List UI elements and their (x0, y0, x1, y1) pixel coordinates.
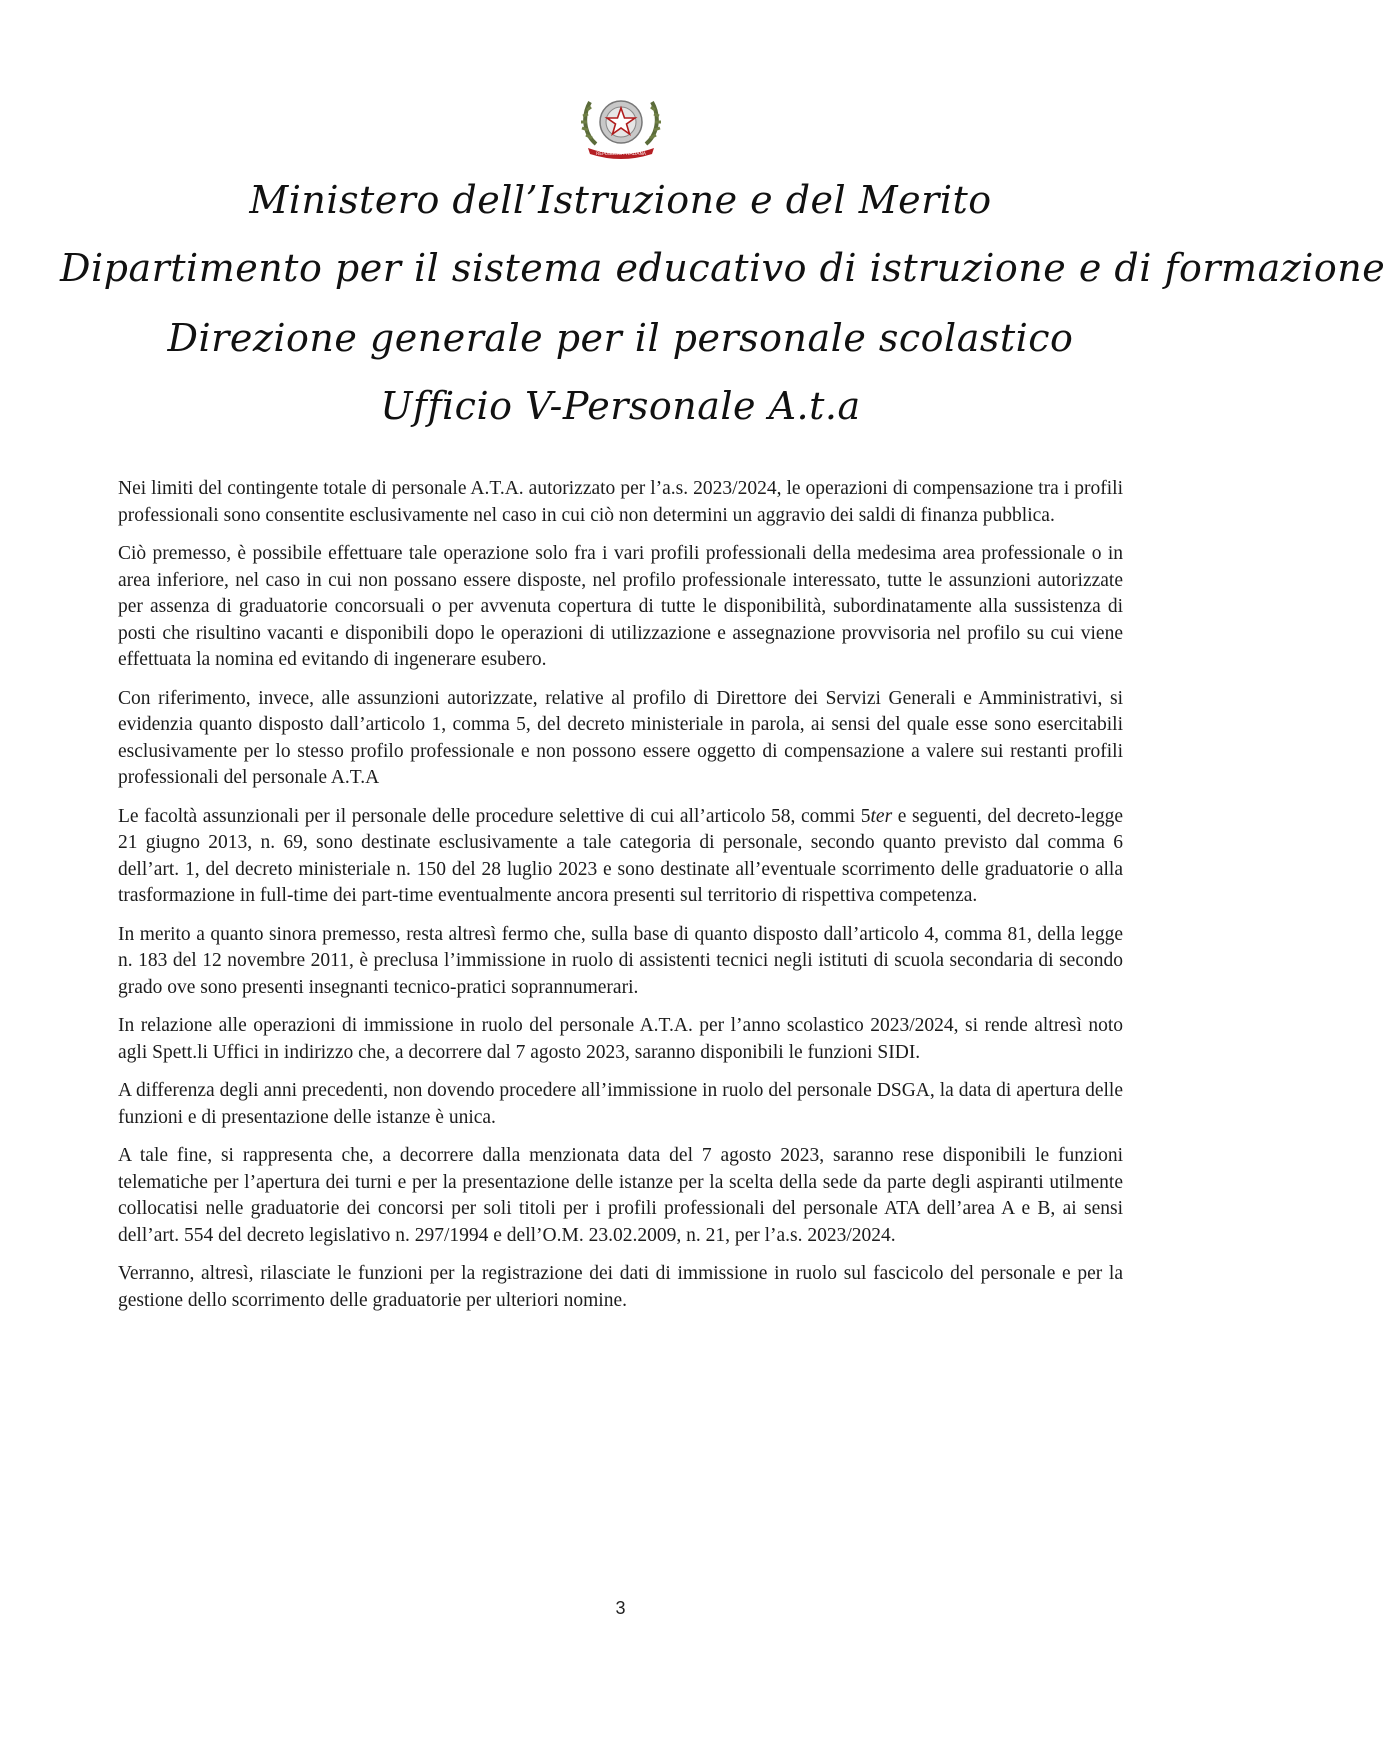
paragraph-6: In relazione alle operazioni di immissione in ruolo del personale A.T.A. per l’anno scolastico 2023/2024, si rende altresì noto agli Spett.li Uffici in indirizzo che, a decorrere dal 7 agosto 2023, saranno disponibili le funzioni SIDI. (118, 1015, 1123, 1063)
paragraph-3: Con riferimento, invece, alle assunzioni autorizzate, relative al profilo di Direttore dei Servizi Generali e Amministrativi, si evidenzia quanto disposto dall’articolo 1, comma 5, del decreto ministeriale in parola, ai sensi del quale esse sono esercitabili esclusivamente per lo stesso profilo professionale e non possono essere oggetto di compensazione a valere sui restanti profili professionali del personale A.T.A (118, 687, 1123, 788)
paragraph-1: Nei limiti del contingente totale di personale A.T.A. autorizzato per l’a.s. 2023/2024, le operazioni di compensazione tra i profili professionali sono consentite esclusivamente nel caso in cui ciò non determini un aggravio dei saldi di finanza pubblica. (118, 478, 1123, 526)
svg-text:REPUBBLICA ITALIANA: REPUBBLICA ITALIANA (596, 152, 646, 157)
paragraph-5: In merito a quanto sinora premesso, resta altresì fermo che, sulla base di quanto disposto dall’articolo 4, comma 81, della legge n. 183 del 12 novembre 2011, è preclusa l’immissione in ruolo di assistenti tecnici negli istituti di scuola secondaria di secondo grado ove sono presenti insegnanti tecnico-pratici soprannumerari. (118, 923, 1123, 998)
paragraph-2: Ciò premesso, è possibile effettuare tale operazione solo fra i vari profili professionali della medesima area professionale o in area inferiore, nel caso in cui non possano essere disposte, nel profilo professionale interessato, tutte le assunzioni autorizzate per assenza di graduatorie concorsuali o per avvenuta copertura di tutte le disponibilità, subordinatamente alla sussistenza di posti che risultino vacanti e disponibili dopo le operazioni di utilizzazione e assegnazione provvisoria nel profilo su cui viene effettuata la nomina ed evitando di ingenerare esubero. (118, 543, 1123, 670)
paragraph-8: A tale fine, si rappresenta che, a decorrere dalla menzionata data del 7 agosto 2023, saranno rese disponibili le funzioni telematiche per l’apertura dei turni e per la presentazione delle istanze per la scelta della sede da parte degli aspiranti utilmente collocatisi nelle graduatorie dei concorsi per soli titoli per i profili professionali del personale ATA dell’area A e B, ai sensi dell’art. 554 del decreto legislativo n. 297/1994 e dell’O.M. 23.02.2009, n. 21, per l’a.s. 2023/2024. (118, 1145, 1123, 1246)
paragraph-4-part-1: Le facoltà assunzionali per il personale delle procedure selettive di cui all’articolo 58, commi 5 (118, 805, 871, 827)
paragraph-4-part-2: e seguenti, del decreto-legge 21 giugno 2013, n. 69, sono destinate esclusivamente a tale categoria di personale, secondo quanto previsto dal comma 6 dell’art. 1, del decreto ministeriale n. 150 del 28 luglio 2023 e sono destinate all’eventuale scorrimento delle graduatorie o alla trasformazione in full-time dei part-time eventualmente ancora presenti sul territorio di rispettiva competenza. (118, 805, 1124, 906)
document-body (118, 476, 1123, 1326)
office-name: Ufficio V-Personale A.t.a (380, 384, 861, 428)
paragraph-7: A differenza degli anni precedenti, non dovendo procedere all’immissione in ruolo del personale DSGA, la data di apertura delle funzioni e di presentazione delle istanze è unica. (118, 1080, 1123, 1128)
italian-republic-emblem (578, 86, 664, 162)
ministry-name: Ministero dell’Istruzione e del Merito (249, 178, 992, 222)
paragraph-4 (118, 804, 1123, 910)
department-name: Dipartimento per il sistema educativo di istruzione e di formazione (60, 246, 1385, 290)
paragraph-4-italic: ter (870, 805, 893, 827)
paragraph-9: Verranno, altresì, rilasciate le funzioni per la registrazione dei dati di immissione in ruolo sul fascicolo del personale e per la gestione dello scorrimento delle graduatorie per ulteriori nomine. (118, 1263, 1123, 1311)
emblem-icon (578, 86, 664, 162)
directorate-name: Direzione generale per il personale scolastico (167, 316, 1074, 360)
page-number: 3 (615, 1598, 626, 1618)
